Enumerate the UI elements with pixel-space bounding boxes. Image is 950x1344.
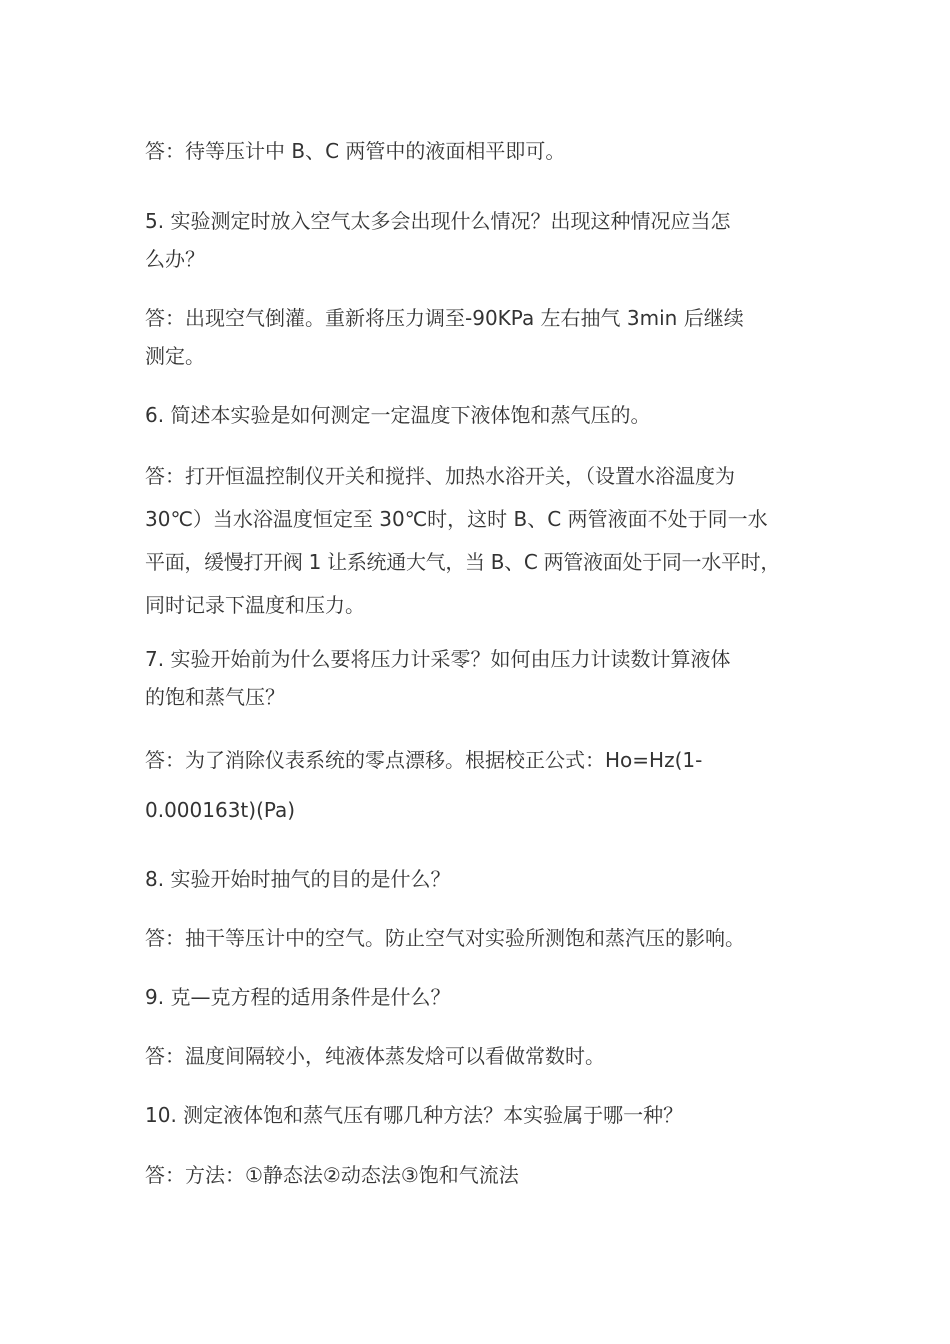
text-line: 答：温度间隔较小，纯液体蒸发焓可以看做常数时。 — [145, 1044, 605, 1068]
text-line: 测定。 — [145, 344, 205, 368]
answer-5 — [145, 299, 825, 375]
text-line: 0.000163t)(Pa) — [145, 798, 296, 822]
question-7 — [145, 640, 825, 716]
text-line: 10. 测定液体饱和蒸气压有哪几种方法？本实验属于哪一种？ — [145, 1103, 684, 1127]
answer-10 — [145, 1156, 825, 1194]
text-line: 平面，缓慢打开阀 1 让系统通大气，当 B、C 两管液面处于同一水平时， — [145, 550, 781, 574]
question-9 — [145, 978, 825, 1016]
text-line: 答：为了消除仪表系统的零点漂移。根据校正公式：Ho=Hz(1- — [145, 748, 703, 772]
question-5 — [145, 202, 825, 278]
question-10 — [145, 1096, 825, 1134]
answer-7 — [145, 735, 825, 835]
text-line: 答：待等压计中 B、C 两管中的液面相平即可。 — [145, 139, 566, 163]
text-line: 6. 简述本实验是如何测定一定温度下液体饱和蒸气压的。 — [145, 403, 651, 427]
text-line: 答：打开恒温控制仪开关和搅拌、加热水浴开关，（设置水浴温度为 — [145, 464, 735, 488]
question-8 — [145, 860, 825, 898]
text-line: 答：方法：①静态法②动态法③饱和气流法 — [145, 1163, 519, 1187]
text-line: 同时记录下温度和压力。 — [145, 593, 365, 617]
text-line: 5. 实验测定时放入空气太多会出现什么情况？出现这种情况应当怎 — [145, 209, 731, 233]
text-line: 7. 实验开始前为什么要将压力计采零？如何由压力计读数计算液体 — [145, 647, 731, 671]
answer-6 — [145, 455, 825, 627]
text-line: 答：出现空气倒灌。重新将压力调至-90KPa 左右抽气 3min 后继续 — [145, 306, 744, 330]
text-line: 8. 实验开始时抽气的目的是什么？ — [145, 867, 451, 891]
text-line: 的饱和蒸气压？ — [145, 685, 285, 709]
answer-8 — [145, 919, 825, 957]
question-6 — [145, 396, 825, 434]
text-line: 么办？ — [145, 247, 205, 271]
answer-4 — [145, 132, 825, 170]
text-line: 答：抽干等压计中的空气。防止空气对实验所测饱和蒸汽压的影响。 — [145, 926, 745, 950]
answer-9 — [145, 1037, 825, 1075]
text-line: 9. 克—克方程的适用条件是什么？ — [145, 985, 451, 1009]
text-line: 30℃）当水浴温度恒定至 30℃时，这时 B、C 两管液面不处于同一水 — [145, 507, 768, 531]
